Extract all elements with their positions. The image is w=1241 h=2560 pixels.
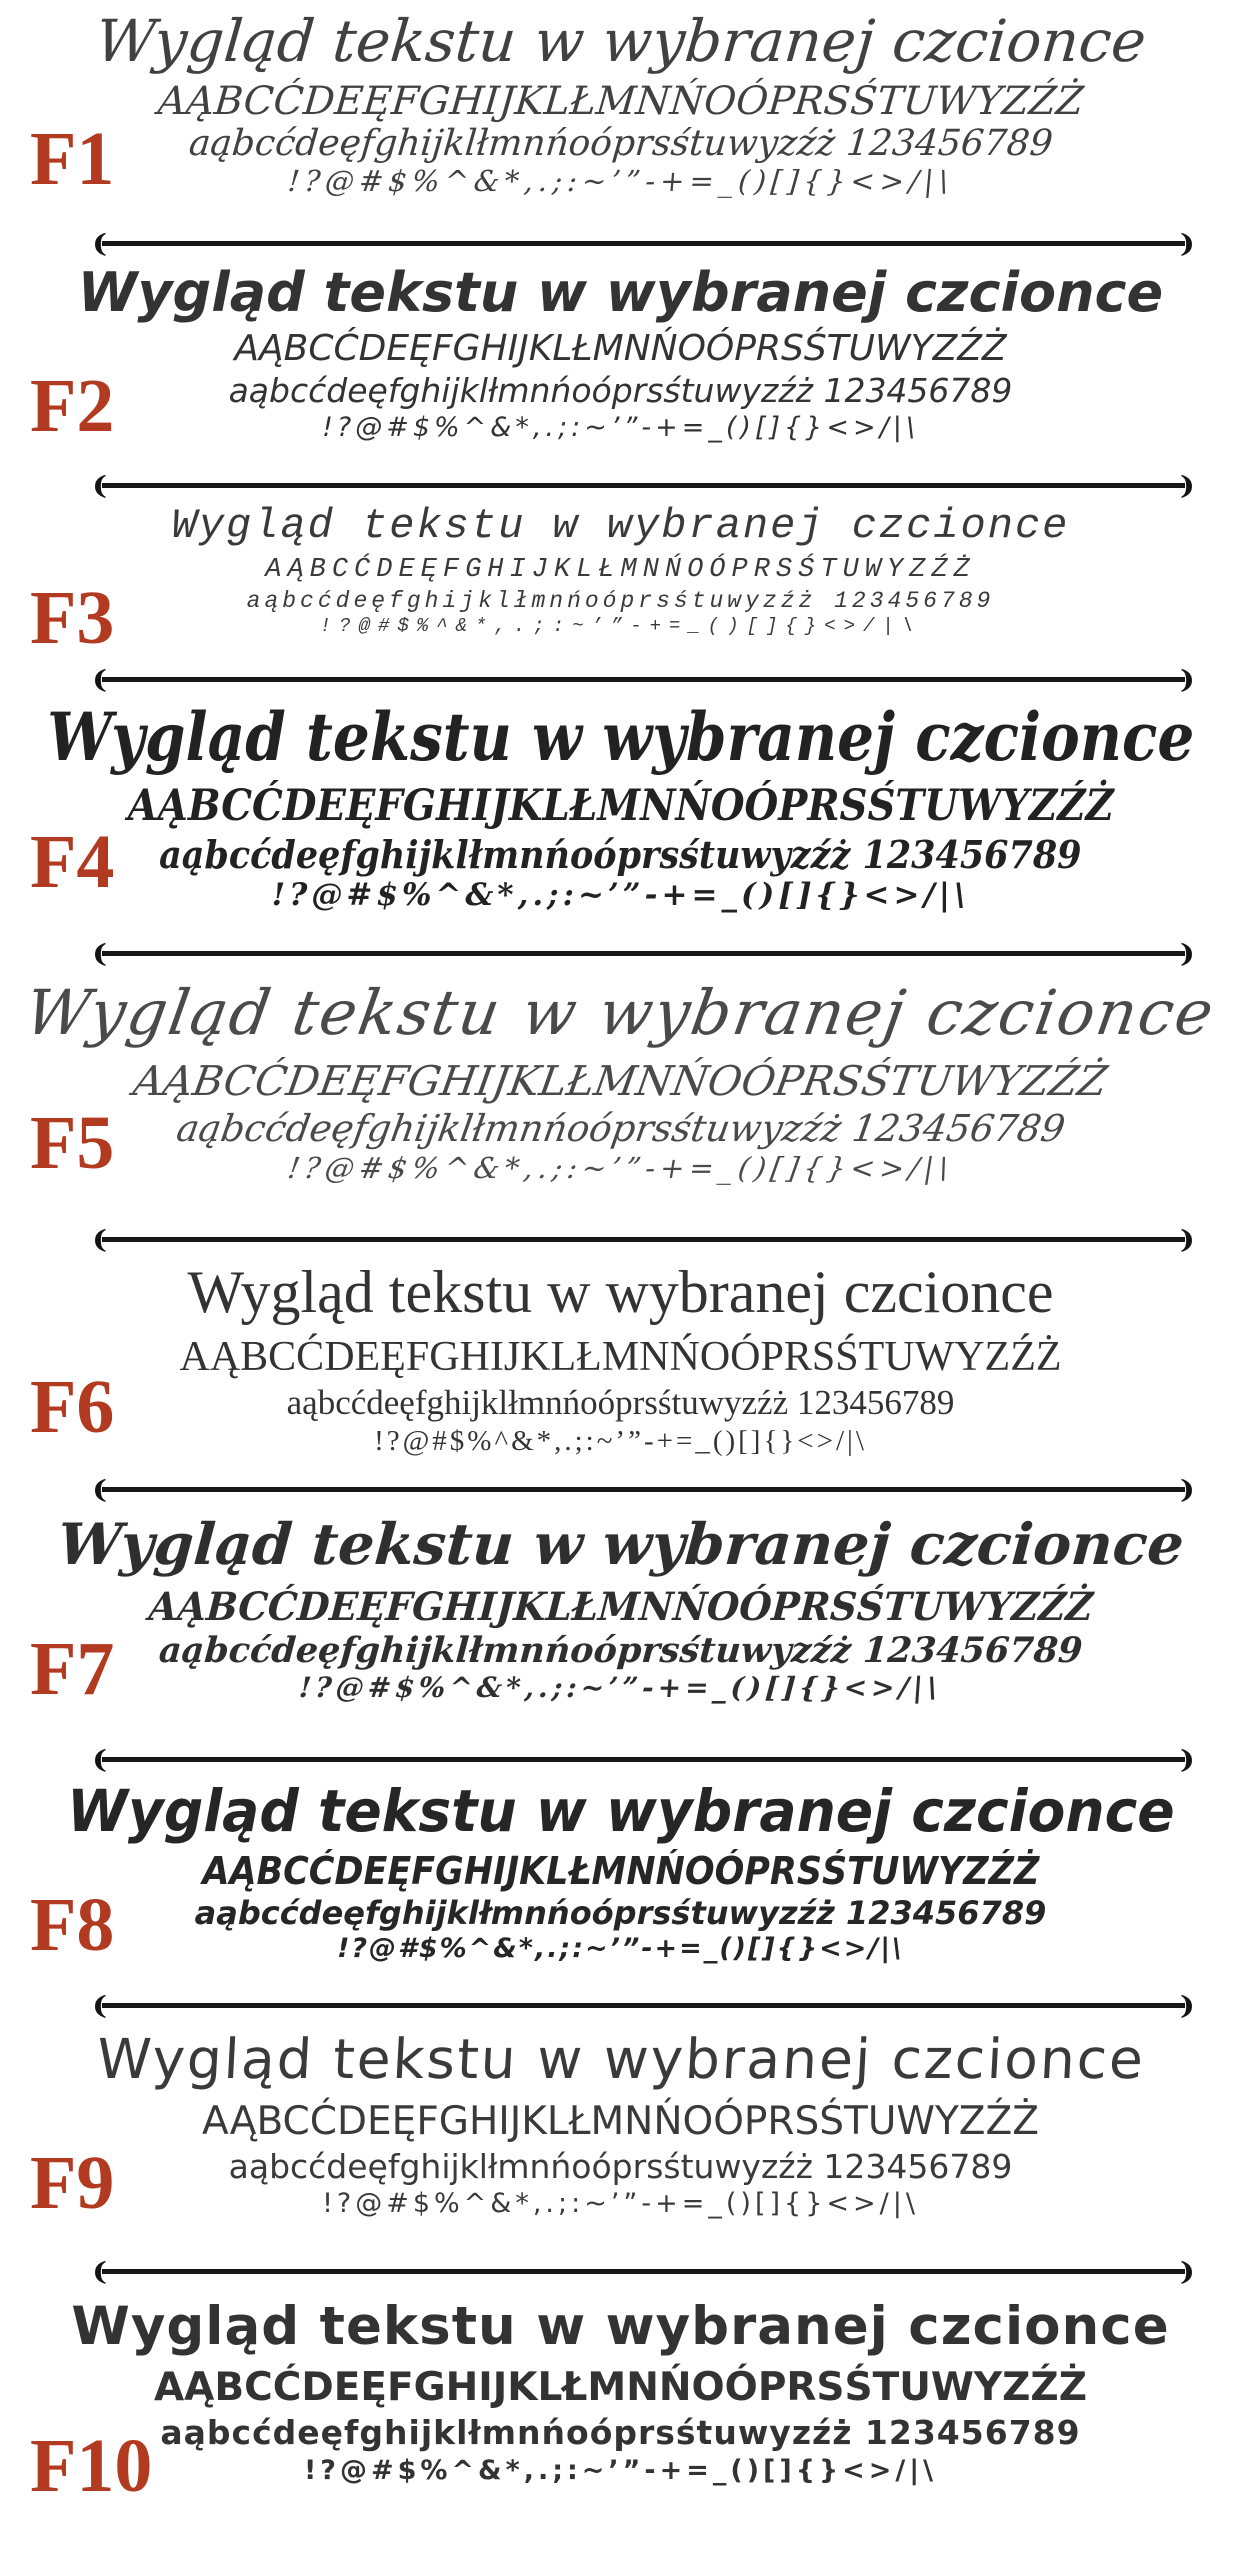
uppercase-row: AĄBCĆDEĘFGHIJKLŁMNŃOÓPRSŚTUWYZŹŻ (234, 328, 1007, 370)
symbols-row: !?@#$%^&*,.;:~’”-+=_()[]{}<>/|\ (298, 1671, 943, 1705)
uppercase-row: AĄBCĆDEĘFGHIJKLŁMNŃOÓPRSŚTUWYZŹŻ (155, 78, 1086, 124)
divider (92, 1473, 1195, 1505)
font-label: F2 (30, 364, 115, 449)
symbols-row: !?@#$%^&*,.;:~’”-+=_()[]{}<>/|\ (286, 163, 955, 198)
uppercase-row: AĄBCĆDEĘFGHIJKLŁMNŃOÓPRSŚTUWYZŹŻ (127, 781, 1114, 832)
font-label: F5 (30, 1101, 115, 1186)
section-f1 (0, 0, 1241, 259)
section-f5 (0, 966, 1241, 1255)
divider-right-hook-icon: ) (1179, 1223, 1195, 1255)
divider-right-hook-icon: ) (1179, 937, 1195, 969)
uppercase-row: AĄBCĆDEĘFGHIJKLŁMNŃOÓPRSŚTUWYZŹŻ (130, 1056, 1111, 1105)
divider-line (102, 951, 1185, 956)
divider-left-hook-icon: ( (92, 1989, 108, 2021)
divider-right-hook-icon: ) (1179, 227, 1195, 259)
specimen-title: Wygląd tekstu w wybranej czcionce (171, 502, 1070, 550)
specimen-title: Wygląd tekstu w wybranej czcionce (55, 1511, 1186, 1578)
font-label: F4 (30, 819, 115, 904)
font-label: F8 (30, 1882, 115, 1967)
symbols-row: !?@#$%^&*,.;:~’”-+=_()[]{}<>/|\ (374, 1424, 867, 1457)
divider (92, 1743, 1195, 1775)
section-f6 (0, 1252, 1241, 1505)
font-label: F6 (30, 1365, 115, 1449)
lowercase-row: aąbcćdeęfghijklłmnńoóprsśtuwyzźż 123456789 (159, 831, 1082, 877)
divider (92, 1223, 1195, 1255)
lowercase-row: aąbcćdeęfghijklłmnńoóprsśtuwyzźż 123456789 (228, 371, 1013, 411)
divider-left-hook-icon: ( (92, 469, 108, 501)
divider (92, 227, 1195, 259)
lowercase-row: aąbcćdeęfghijklłmnńoóprsśtuwyzźż 123456789 (173, 1107, 1068, 1151)
symbols-row: !?@#$%^&*,.;:~’”-+=_()[]{}<>/|\ (285, 1151, 956, 1186)
specimen-title: Wygląd tekstu w wybranej czcionce (46, 698, 1195, 776)
lowercase-row: aąbcćdeęfghijklłmnńoóprsśtuwyzźż 123456789 (157, 1629, 1084, 1671)
lowercase-row: aąbcćdeęfghijklłmnńoóprsśtuwyzźż 123456789 (160, 2413, 1081, 2453)
section-f7 (0, 1502, 1241, 1775)
symbols-row: !?@#$%^&*,.;:~’”-+=_()[]{}<>/|\ (322, 411, 919, 443)
font-label: F9 (30, 2140, 115, 2225)
divider-left-hook-icon: ( (92, 227, 108, 259)
divider-line (102, 677, 1185, 682)
specimen-title: Wygląd tekstu w wybranej czcionce (77, 261, 1164, 324)
divider-line (102, 2269, 1185, 2274)
divider-left-hook-icon: ( (92, 1473, 108, 1505)
uppercase-row: AĄBCĆDEĘFGHIJKLŁMNŃOÓPRSŚTUWYZŹŻ (202, 1848, 1039, 1893)
uppercase-row: AĄBCĆDEĘFGHIJKLŁMNŃOÓPRSŚTUWYZŹŻ (154, 2365, 1087, 2411)
divider-right-hook-icon: ) (1179, 1743, 1195, 1775)
divider-right-hook-icon: ) (1179, 663, 1195, 695)
lowercase-row: aąbcćdeęfghijklłmnńoóprsśtuwyzźż 123456789 (246, 587, 995, 614)
specimen-title: Wygląd tekstu w wybranej czcionce (187, 1259, 1054, 1325)
divider-left-hook-icon: ( (92, 663, 108, 695)
lowercase-row: aąbcćdeęfghijklłmnńoóprsśtuwyzźż 123456789 (194, 1893, 1047, 1932)
divider (92, 469, 1195, 501)
divider-left-hook-icon: ( (92, 1743, 108, 1775)
lowercase-row: aąbcćdeęfghijklłmnńoóprsśtuwyzźż 123456789 (286, 1383, 955, 1423)
section-f3 (0, 498, 1241, 695)
font-label: F7 (30, 1627, 115, 1712)
font-label: F3 (30, 576, 115, 661)
divider-line (102, 483, 1185, 488)
specimen-title: Wygląd tekstu w wybranej czcionce (66, 1777, 1175, 1845)
divider (92, 937, 1195, 969)
uppercase-row: AĄBCĆDEĘFGHIJKLŁMNŃOÓPRSŚTUWYZŹŻ (179, 1333, 1062, 1380)
uppercase-row: AĄBCĆDEĘFGHIJKLŁMNŃOÓPRSŚTUWYZŹŻ (265, 555, 976, 586)
font-label: F10 (30, 2424, 153, 2509)
divider-line (102, 1757, 1185, 1762)
divider-line (102, 1237, 1185, 1242)
divider-line (102, 2003, 1185, 2008)
divider-left-hook-icon: ( (92, 937, 108, 969)
divider-right-hook-icon: ) (1179, 469, 1195, 501)
section-f8 (0, 1772, 1241, 2021)
symbols-row: !?@#$%^&*,.;:~’”-+=_()[]{}<>/|\ (337, 1933, 904, 1965)
divider-right-hook-icon: ) (1179, 2255, 1195, 2287)
uppercase-row: AĄBCĆDEĘFGHIJKLŁMNŃOÓPRSŚTUWYZŹŻ (202, 2099, 1039, 2145)
specimen-title: Wygląd tekstu w wybranej czcionce (20, 976, 1221, 1049)
section-f9 (0, 2018, 1241, 2287)
divider (92, 663, 1195, 695)
symbols-row: !?@#$%^&*,.;:~’”-+=_()[]{}<>/|\ (271, 876, 970, 913)
divider-right-hook-icon: ) (1179, 1989, 1195, 2021)
section-f10 (0, 2284, 1241, 2560)
section-f2 (0, 256, 1241, 501)
divider-left-hook-icon: ( (92, 1223, 108, 1255)
font-label: F1 (30, 116, 115, 201)
lowercase-row: aąbcćdeęfghijklłmnńoóprsśtuwyzźż 123456789 (228, 2146, 1013, 2186)
symbols-row: !?@#$%^&*,.;:~’”-+=_()[]{}<>/|\ (322, 2188, 919, 2220)
divider (92, 1989, 1195, 2021)
symbols-row: !?@#$%^&*,.;:~’”-+=_()[]{}<>/|\ (303, 2454, 938, 2486)
lowercase-row: aąbcćdeęfghijklłmnńoóprsśtuwyzźż 123456789 (187, 122, 1055, 164)
specimen-title: Wygląd tekstu w wybranej czcionce (94, 2027, 1147, 2091)
divider-line (102, 1487, 1185, 1492)
divider-right-hook-icon: ) (1179, 1473, 1195, 1505)
divider (92, 2255, 1195, 2287)
section-f4 (0, 692, 1241, 969)
specimen-title: Wygląd tekstu w wybranej czcionce (71, 2296, 1170, 2357)
symbols-row: !?@#$%^&*,.;:~’”-+=_()[]{}<>/|\ (319, 615, 922, 638)
uppercase-row: AĄBCĆDEĘFGHIJKLŁMNŃOÓPRSŚTUWYZŹŻ (146, 1583, 1095, 1630)
specimen-title: Wygląd tekstu w wybranej czcionce (92, 7, 1149, 75)
divider-line (102, 241, 1185, 246)
divider-left-hook-icon: ( (92, 2255, 108, 2287)
